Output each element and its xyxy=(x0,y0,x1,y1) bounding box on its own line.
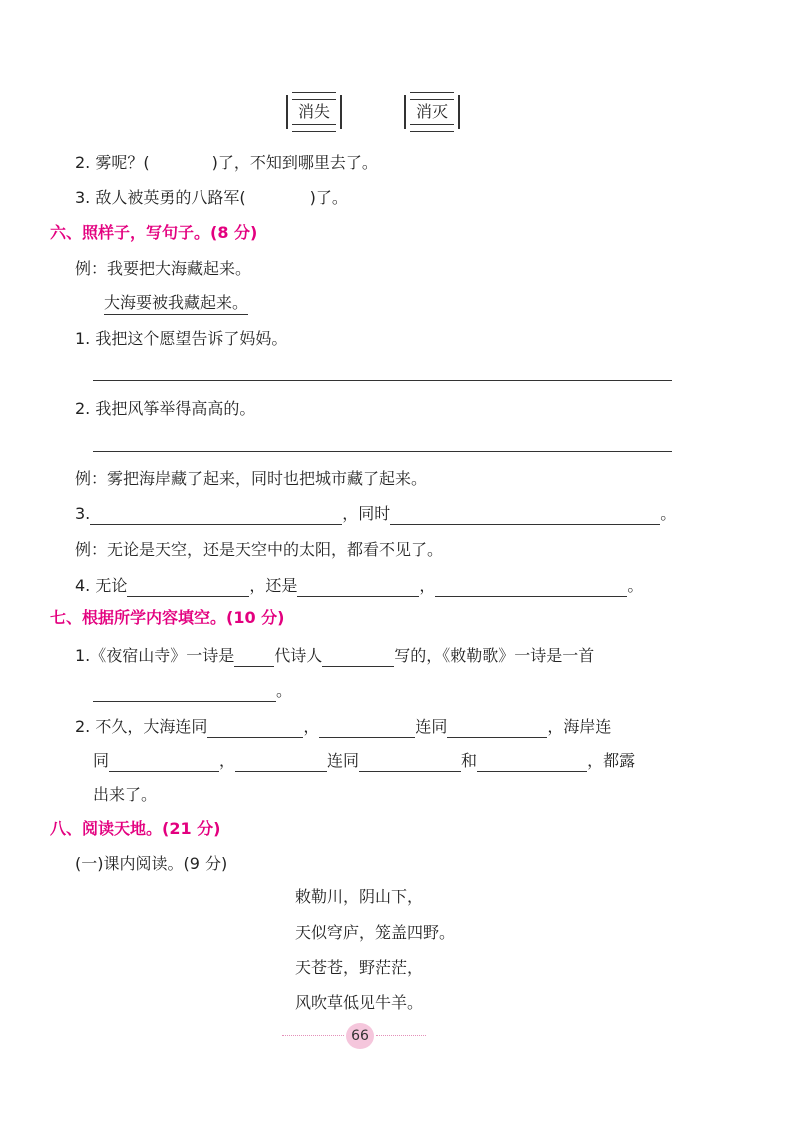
poem-line-4: 风吹草低见牛羊。 xyxy=(295,993,424,1012)
page-number: 66 xyxy=(346,1023,374,1049)
blank[interactable] xyxy=(127,578,249,597)
reading-subtitle: (一)课内阅读。(9 分) xyxy=(75,854,228,873)
blank[interactable] xyxy=(390,506,660,525)
section-title-6: 六、照样子，写句子。(8 分) xyxy=(50,223,258,242)
blank[interactable] xyxy=(319,719,415,738)
part5-q3: 3. 敌人被英勇的八路军( )了。 xyxy=(75,188,348,207)
example-1-answer: 大海要被我藏起来。 xyxy=(104,292,248,315)
example-2: 例：雾把海岸藏了起来，同时也把城市藏了起来。 xyxy=(75,469,428,488)
blank[interactable] xyxy=(297,578,419,597)
blank[interactable] xyxy=(109,753,219,772)
blank[interactable] xyxy=(477,753,587,772)
blank[interactable] xyxy=(90,506,342,525)
poem-line-1: 敕勒川，阴山下， xyxy=(295,887,424,906)
part5-q2: 2. 雾呢？( )了，不知到哪里去了。 xyxy=(75,153,378,172)
answer-line-q1[interactable] xyxy=(93,380,672,381)
section-title-8: 八、阅读天地。(21 分) xyxy=(50,819,221,838)
example-1: 例：我要把大海藏起来。 xyxy=(75,259,252,278)
blank[interactable] xyxy=(207,719,303,738)
part7-q2-line2: 同 ， 连同 和 ，都露 xyxy=(93,751,636,770)
section-title-7: 七、根据所学内容填空。(10 分) xyxy=(50,608,285,627)
part7-q2-line3: 出来了。 xyxy=(93,785,158,804)
poem-line-2: 天似穹庐，笼盖四野。 xyxy=(295,923,456,942)
part6-q1: 1. 我把这个愿望告诉了妈妈。 xyxy=(75,329,288,348)
blank[interactable] xyxy=(322,648,394,667)
example-3: 例：无论是天空，还是天空中的太阳，都看不见了。 xyxy=(75,540,444,559)
part7-q1-line1: 1.《夜宿山寺》一诗是 代诗人 写的，《敕勒歌》一诗是一首 xyxy=(75,646,595,665)
part7-q1-line2: 。 xyxy=(93,680,292,702)
part6-q2: 2. 我把风筝举得高高的。 xyxy=(75,399,256,418)
answer-line-q2[interactable] xyxy=(93,451,672,452)
part6-q3: 3. ，同时 。 xyxy=(75,504,677,523)
poem-line-3: 天苍苍，野茫茫， xyxy=(295,958,424,977)
blank[interactable] xyxy=(235,753,327,772)
part7-q2-line1: 2. 不久，大海连同 ， 连同 ，海岸连 xyxy=(75,717,612,736)
footer-divider-left xyxy=(282,1035,344,1036)
blank[interactable] xyxy=(447,719,547,738)
blank[interactable] xyxy=(359,753,461,772)
blank[interactable] xyxy=(234,648,274,667)
blank[interactable] xyxy=(435,578,627,597)
blank[interactable] xyxy=(93,683,276,702)
part6-q4: 4. 无论 ，还是 ， 。 xyxy=(75,576,644,595)
word-box-1: 消失 xyxy=(286,95,342,129)
word-box-2: 消灭 xyxy=(404,95,460,129)
footer-divider-right xyxy=(376,1035,426,1036)
